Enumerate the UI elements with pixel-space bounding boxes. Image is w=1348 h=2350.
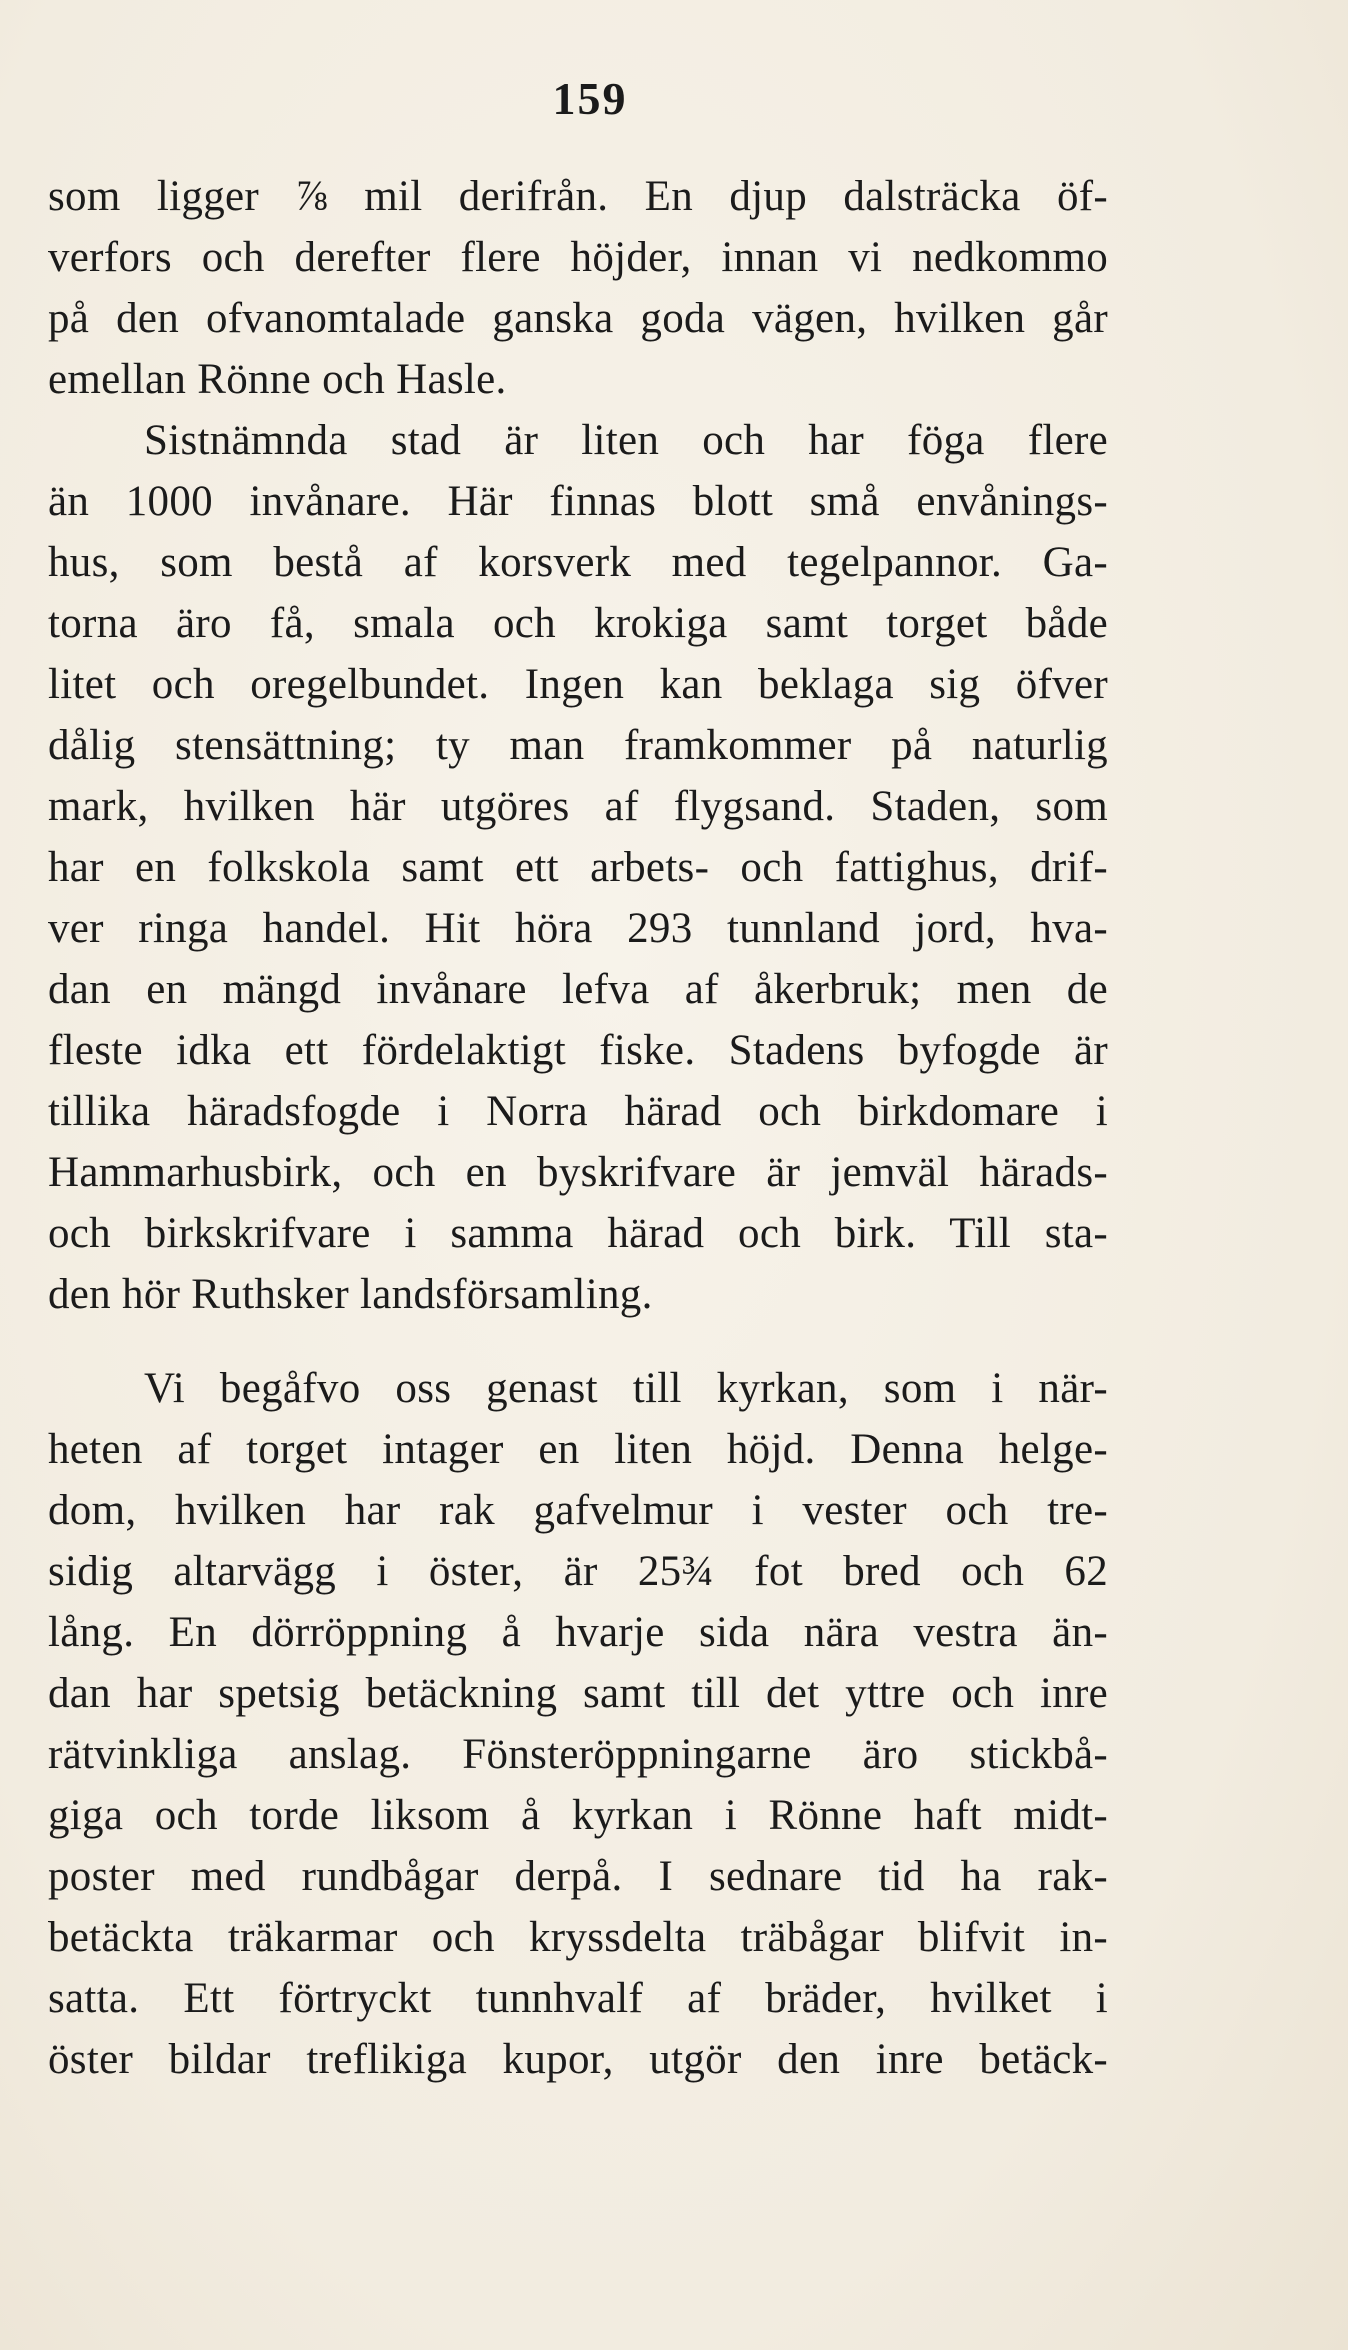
text-line: har en folkskola samt ett arbets- och fattighus, drif- xyxy=(48,844,1108,891)
text-line: sidig altarvägg i öster, är 25¾ fot bred och 62 xyxy=(48,1548,1108,1595)
text-line: hus, som bestå af korsverk med tegelpannor. Ga- xyxy=(48,539,1108,586)
text-line: rätvinkliga anslag. Fönsteröppningarne äro stickbå- xyxy=(48,1731,1108,1778)
text-line: torna äro få, smala och krokiga samt torget både xyxy=(48,600,1108,647)
text-line: poster med rundbågar derpå. I sednare tid ha rak- xyxy=(48,1853,1108,1900)
text-line: betäckta träkarmar och kryssdelta träbågar blifvit in- xyxy=(48,1914,1108,1961)
page-number: 159 xyxy=(552,73,628,124)
text-line: dom, hvilken har rak gafvelmur i vester och tre- xyxy=(48,1487,1108,1534)
text-line: heten af torget intager en liten höjd. Denna helge- xyxy=(48,1426,1108,1473)
body-text-section-1 xyxy=(48,166,1108,1325)
text-line: den hör Ruthsker landsförsamling. xyxy=(48,1271,653,1318)
text-line: emellan Rönne och Hasle. xyxy=(48,356,507,403)
text-line: öster bildar treflikiga kupor, utgör den inre betäck- xyxy=(48,2036,1108,2083)
text-line: som ligger ⅞ mil derifrån. En djup dalsträcka öf- xyxy=(48,173,1108,220)
body-text-section-2 xyxy=(48,1358,1108,2090)
text-line: dan har spetsig betäckning samt till det yttre och inre xyxy=(48,1670,1108,1717)
text-line: litet och oregelbundet. Ingen kan beklaga sig öfver xyxy=(48,661,1108,708)
text-line: lång. En dörröppning å hvarje sida nära vestra än- xyxy=(48,1609,1108,1656)
text-line: giga och torde liksom å kyrkan i Rönne haft midt- xyxy=(48,1792,1108,1839)
text-line: satta. Ett förtryckt tunnhvalf af bräder, hvilket i xyxy=(48,1975,1108,2022)
text-line: tillika häradsfogde i Norra härad och birkdomare i xyxy=(48,1088,1108,1135)
text-line: ver ringa handel. Hit höra 293 tunnland jord, hva- xyxy=(48,905,1108,952)
text-line: dålig stensättning; ty man framkommer på naturlig xyxy=(48,722,1108,769)
text-line: på den ofvanomtalade ganska goda vägen, hvilken går xyxy=(48,295,1108,342)
text-line: Sistnämnda stad är liten och har föga flere xyxy=(144,417,1108,464)
text-line: Vi begåfvo oss genast till kyrkan, som i när- xyxy=(144,1365,1108,1412)
text-line: verfors och derefter flere höjder, innan vi nedkommo xyxy=(48,234,1108,281)
text-line: och birkskrifvare i samma härad och birk. Till sta- xyxy=(48,1210,1108,1257)
text-line: dan en mängd invånare lefva af åkerbruk; men de xyxy=(48,966,1108,1013)
text-line: fleste idka ett fördelaktigt fiske. Stadens byfogde är xyxy=(48,1027,1108,1074)
text-line: än 1000 invånare. Här finnas blott små envånings- xyxy=(48,478,1108,525)
text-line: Hammarhusbirk, och en byskrifvare är jemväl härads- xyxy=(48,1149,1108,1196)
text-line: mark, hvilken här utgöres af flygsand. Staden, som xyxy=(48,783,1108,830)
